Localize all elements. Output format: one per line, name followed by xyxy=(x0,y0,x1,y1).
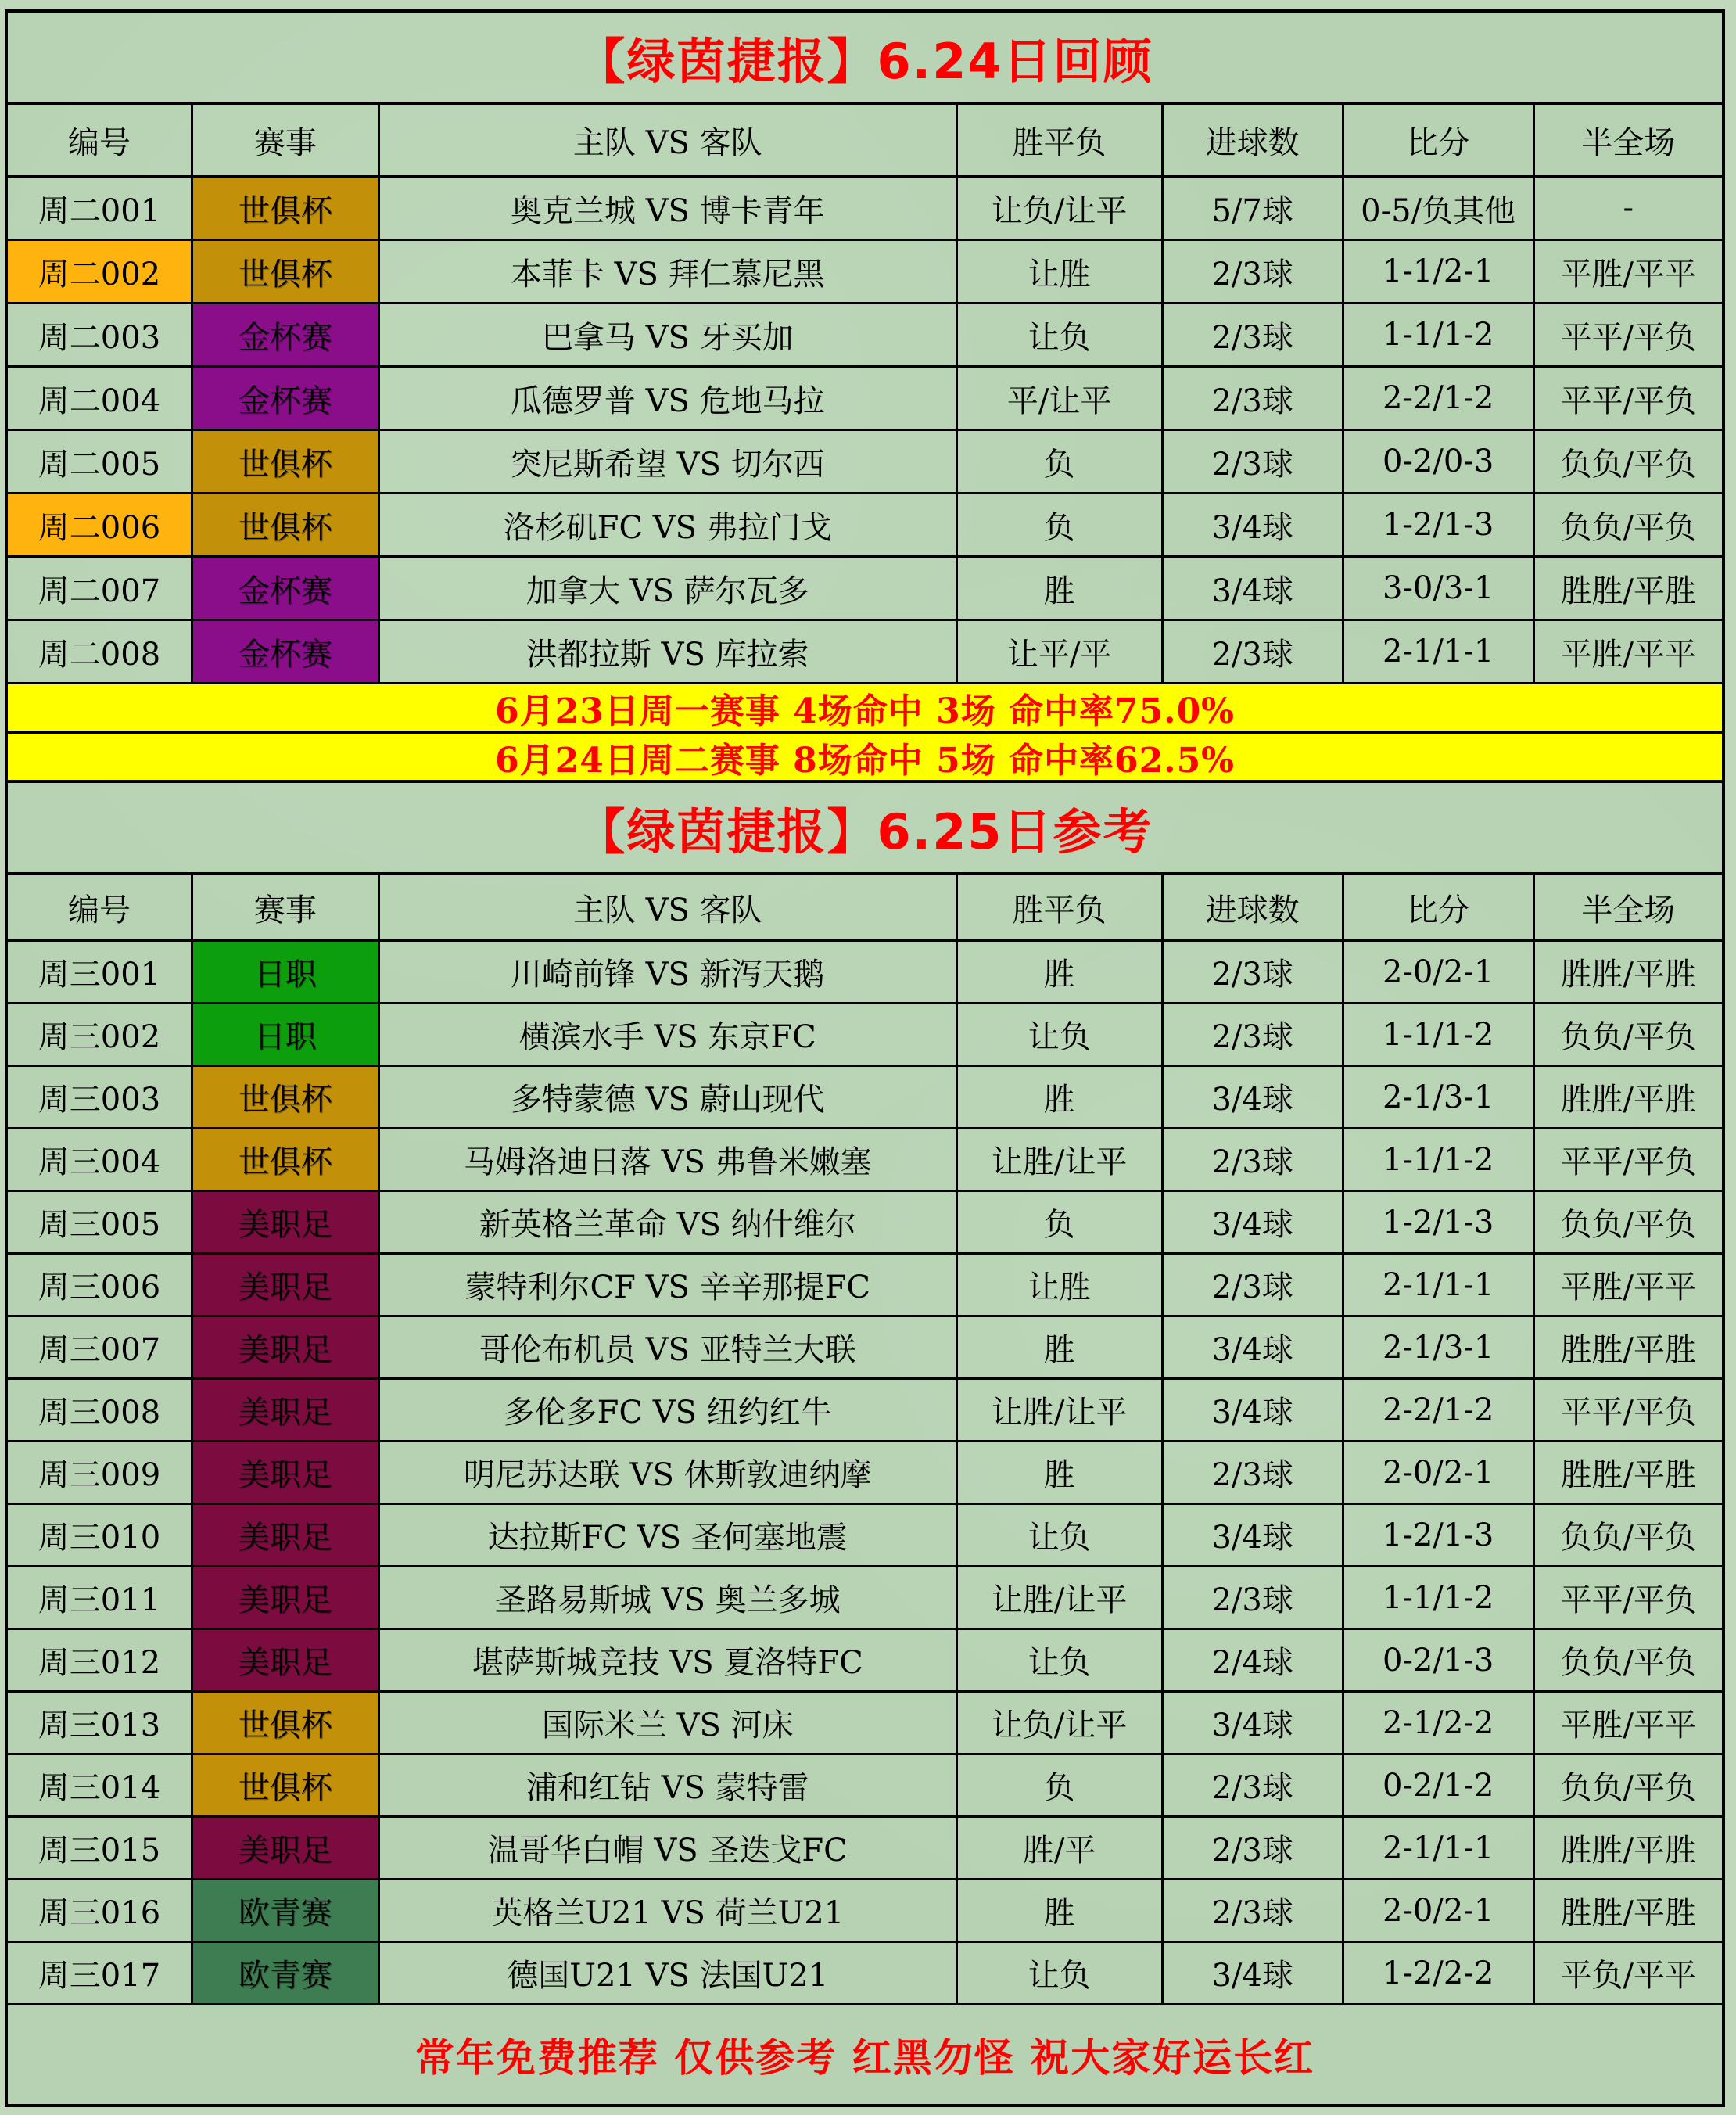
goals-prediction-cell: 2/3球 xyxy=(1164,621,1344,682)
league-cell: 世俱杯 xyxy=(193,1693,380,1753)
table-row xyxy=(8,1317,1722,1380)
summary-banner-june23 xyxy=(8,684,1722,734)
match-teams-cell: 明尼苏达联 VS 休斯敦迪纳摩 xyxy=(380,1442,958,1503)
league-cell: 世俱杯 xyxy=(193,1755,380,1815)
goals-prediction-cell: 2/3球 xyxy=(1164,1442,1344,1503)
goals-prediction-cell: 2/3球 xyxy=(1164,1129,1344,1190)
match-teams-cell: 马姆洛迪日落 VS 弗鲁米嫩塞 xyxy=(380,1129,958,1190)
table-row xyxy=(8,494,1722,558)
match-number-cell: 周二003 xyxy=(8,304,193,365)
wdl-prediction-cell: 负 xyxy=(958,431,1164,492)
wdl-prediction-cell: 胜 xyxy=(958,1067,1164,1127)
table-row xyxy=(8,942,1722,1004)
match-teams-cell: 温哥华白帽 VS 圣迭戈FC xyxy=(380,1818,958,1878)
wdl-prediction-cell: 让负 xyxy=(958,1630,1164,1690)
table-row xyxy=(8,1630,1722,1693)
column-header: 主队 VS 客队 xyxy=(380,105,958,175)
score-prediction-cell: 1-1/1-2 xyxy=(1344,1129,1535,1190)
league-cell: 美职足 xyxy=(193,1380,380,1440)
score-prediction-cell: 3-0/3-1 xyxy=(1344,558,1535,619)
match-teams-cell: 英格兰U21 VS 荷兰U21 xyxy=(380,1880,958,1941)
score-prediction-cell: 2-0/2-1 xyxy=(1344,1880,1535,1941)
htft-prediction-cell: 平胜/平平 xyxy=(1560,256,1697,293)
match-number-cell: 周三014 xyxy=(8,1755,193,1815)
wdl-prediction-cell: 胜 xyxy=(958,1880,1164,1941)
wdl-prediction-cell: 胜 xyxy=(958,1442,1164,1503)
column-header: 比分 xyxy=(1344,105,1535,175)
match-teams-cell: 洪都拉斯 VS 库拉索 xyxy=(380,621,958,682)
table-row xyxy=(8,1755,1722,1818)
table-row xyxy=(8,1004,1722,1067)
score-prediction-cell: 2-1/1-1 xyxy=(1344,1818,1535,1878)
match-number-cell: 周二002 xyxy=(8,241,193,302)
goals-prediction-cell: 2/3球 xyxy=(1164,1004,1344,1065)
table-row xyxy=(8,1880,1722,1943)
match-teams-cell: 浦和红钻 VS 蒙特雷 xyxy=(380,1755,958,1815)
score-prediction-cell: 2-1/2-2 xyxy=(1344,1693,1535,1753)
wdl-prediction-cell: 胜 xyxy=(958,1317,1164,1377)
match-number-cell: 周三011 xyxy=(8,1567,193,1628)
wdl-prediction-cell: 负 xyxy=(958,1755,1164,1815)
goals-prediction-cell: 2/3球 xyxy=(1164,942,1344,1002)
wdl-prediction-cell: 让胜 xyxy=(958,241,1164,302)
score-prediction-cell: 1-2/1-3 xyxy=(1344,1192,1535,1252)
table-row xyxy=(8,1818,1722,1880)
goals-prediction-cell: 2/3球 xyxy=(1164,304,1344,365)
htft-prediction-cell: 胜胜/平胜 xyxy=(1560,1833,1697,1869)
match-teams-cell: 国际米兰 VS 河床 xyxy=(380,1693,958,1753)
league-cell: 世俱杯 xyxy=(193,431,380,492)
htft-prediction-cell: 平胜/平平 xyxy=(1560,1707,1697,1743)
goals-prediction-cell: 3/4球 xyxy=(1164,1380,1344,1440)
league-cell: 美职足 xyxy=(193,1630,380,1690)
match-teams-cell: 横滨水手 VS 东京FC xyxy=(380,1004,958,1065)
goals-prediction-cell: 3/4球 xyxy=(1164,1067,1344,1127)
htft-prediction-cell: 胜胜/平胜 xyxy=(1560,1082,1697,1118)
table-row xyxy=(8,558,1722,621)
score-prediction-cell: 1-2/2-2 xyxy=(1344,1943,1535,2003)
table-row xyxy=(8,1943,1722,2005)
wdl-prediction-cell: 让负 xyxy=(958,1004,1164,1065)
column-header: 进球数 xyxy=(1164,105,1344,175)
htft-prediction-cell: 胜胜/平胜 xyxy=(1560,1332,1697,1368)
match-number-cell: 周三001 xyxy=(8,942,193,1002)
league-cell: 日职 xyxy=(193,1004,380,1065)
score-prediction-cell: 1-2/1-3 xyxy=(1344,1505,1535,1565)
wdl-prediction-cell: 让胜/让平 xyxy=(958,1380,1164,1440)
forecast-table xyxy=(8,942,1722,2005)
goals-prediction-cell: 3/4球 xyxy=(1164,494,1344,555)
htft-prediction-cell: 负负/平负 xyxy=(1560,1520,1697,1556)
summary-text-june24: 6月24日周二赛事 8场命中 5场 命中率62.5% xyxy=(494,740,1235,781)
htft-prediction-cell: 平平/平负 xyxy=(1560,1582,1697,1618)
wdl-prediction-cell: 让负 xyxy=(958,1505,1164,1565)
league-cell: 欧青赛 xyxy=(193,1943,380,2003)
match-teams-cell: 本菲卡 VS 拜仁慕尼黑 xyxy=(380,241,958,302)
match-number-cell: 周三013 xyxy=(8,1693,193,1753)
goals-prediction-cell: 3/4球 xyxy=(1164,558,1344,619)
match-teams-cell: 达拉斯FC VS 圣何塞地震 xyxy=(380,1505,958,1565)
score-prediction-cell: 2-1/3-1 xyxy=(1344,1317,1535,1377)
match-teams-cell: 加拿大 VS 萨尔瓦多 xyxy=(380,558,958,619)
league-cell: 金杯赛 xyxy=(193,621,380,682)
match-teams-cell: 洛杉矶FC VS 弗拉门戈 xyxy=(380,494,958,555)
wdl-prediction-cell: 胜/平 xyxy=(958,1818,1164,1878)
report-sheet xyxy=(5,9,1725,2107)
match-number-cell: 周三007 xyxy=(8,1317,193,1377)
table-row xyxy=(8,1129,1722,1192)
league-cell: 美职足 xyxy=(193,1442,380,1503)
wdl-prediction-cell: 让胜/让平 xyxy=(958,1129,1164,1190)
score-prediction-cell: 2-2/1-2 xyxy=(1344,1380,1535,1440)
wdl-prediction-cell: 让平/平 xyxy=(958,621,1164,682)
match-teams-cell: 多特蒙德 VS 蔚山现代 xyxy=(380,1067,958,1127)
match-number-cell: 周三012 xyxy=(8,1630,193,1690)
match-teams-cell: 圣路易斯城 VS 奥兰多城 xyxy=(380,1567,958,1628)
wdl-prediction-cell: 让胜 xyxy=(958,1255,1164,1315)
column-header: 胜平负 xyxy=(958,875,1164,939)
score-prediction-cell: 2-2/1-2 xyxy=(1344,368,1535,429)
match-number-cell: 周三017 xyxy=(8,1943,193,2003)
goals-prediction-cell: 3/4球 xyxy=(1164,1693,1344,1753)
match-teams-cell: 新英格兰革命 VS 纳什维尔 xyxy=(380,1192,958,1252)
match-number-cell: 周三008 xyxy=(8,1380,193,1440)
table-row xyxy=(8,1567,1722,1630)
league-cell: 美职足 xyxy=(193,1255,380,1315)
htft-prediction-cell: 平平/平负 xyxy=(1560,1395,1697,1431)
table-row xyxy=(8,368,1722,431)
htft-prediction-cell: 胜胜/平胜 xyxy=(1560,1895,1697,1931)
htft-prediction-cell: 胜胜/平胜 xyxy=(1560,957,1697,993)
score-prediction-cell: 2-1/1-1 xyxy=(1344,1255,1535,1315)
table-row xyxy=(8,1255,1722,1317)
column-header: 半全场 xyxy=(1581,124,1676,161)
wdl-prediction-cell: 负 xyxy=(958,494,1164,555)
match-teams-cell: 哥伦布机员 VS 亚特兰大联 xyxy=(380,1317,958,1377)
league-cell: 欧青赛 xyxy=(193,1880,380,1941)
table-row xyxy=(8,1693,1722,1755)
match-teams-cell: 多伦多FC VS 纽约红牛 xyxy=(380,1380,958,1440)
wdl-prediction-cell: 让胜/让平 xyxy=(958,1567,1164,1628)
match-number-cell: 周二004 xyxy=(8,368,193,429)
match-teams-cell: 堪萨斯城竞技 VS 夏洛特FC xyxy=(380,1630,958,1690)
league-cell: 美职足 xyxy=(193,1317,380,1377)
score-prediction-cell: 1-1/2-1 xyxy=(1344,241,1535,302)
match-number-cell: 周三015 xyxy=(8,1818,193,1878)
htft-prediction-cell: 负负/平负 xyxy=(1560,1645,1697,1681)
htft-prediction-cell: 平平/平负 xyxy=(1560,382,1697,419)
htft-prediction-cell: 平平/平负 xyxy=(1560,319,1697,356)
league-cell: 美职足 xyxy=(193,1192,380,1252)
match-number-cell: 周三006 xyxy=(8,1255,193,1315)
table-row xyxy=(8,621,1722,684)
match-number-cell: 周三016 xyxy=(8,1880,193,1941)
table-row xyxy=(8,304,1722,368)
match-number-cell: 周三010 xyxy=(8,1505,193,1565)
footer-disclaimer: 常年免费推荐 仅供参考 红黑勿怪 祝大家好运长红 xyxy=(414,2035,1315,2081)
column-header: 胜平负 xyxy=(958,105,1164,175)
league-cell: 世俱杯 xyxy=(193,494,380,555)
table-row xyxy=(8,431,1722,494)
table-row xyxy=(8,178,1722,241)
table-row xyxy=(8,1380,1722,1442)
league-cell: 世俱杯 xyxy=(193,178,380,239)
wdl-prediction-cell: 让负/让平 xyxy=(958,1693,1164,1753)
match-number-cell: 周二008 xyxy=(8,621,193,682)
htft-prediction-cell: 平胜/平平 xyxy=(1560,1269,1697,1305)
forecast-table-header xyxy=(8,875,1722,942)
htft-prediction-cell: 胜胜/平胜 xyxy=(1560,573,1697,609)
htft-prediction-cell: 负负/平负 xyxy=(1560,446,1697,483)
score-prediction-cell: 0-5/负其他 xyxy=(1344,178,1535,239)
goals-prediction-cell: 2/3球 xyxy=(1164,1567,1344,1628)
table-row xyxy=(8,1505,1722,1567)
htft-prediction-cell: 平胜/平平 xyxy=(1560,636,1697,673)
htft-prediction-cell: 负负/平负 xyxy=(1560,1019,1697,1055)
column-header: 比分 xyxy=(1344,875,1535,939)
match-number-cell: 周三009 xyxy=(8,1442,193,1503)
column-header: 半全场 xyxy=(1581,892,1676,928)
league-cell: 美职足 xyxy=(193,1818,380,1878)
wdl-prediction-cell: 让负 xyxy=(958,304,1164,365)
match-number-cell: 周三002 xyxy=(8,1004,193,1065)
score-prediction-cell: 0-2/1-3 xyxy=(1344,1630,1535,1690)
goals-prediction-cell: 3/4球 xyxy=(1164,1505,1344,1565)
htft-prediction-cell: 胜胜/平胜 xyxy=(1560,1457,1697,1493)
score-prediction-cell: 1-1/1-2 xyxy=(1344,1567,1535,1628)
htft-prediction-cell: 负负/平负 xyxy=(1560,1770,1697,1806)
league-cell: 世俱杯 xyxy=(193,1067,380,1127)
goals-prediction-cell: 2/3球 xyxy=(1164,1755,1344,1815)
page-title-forecast: 【绿茵捷报】6.25日参考 xyxy=(576,803,1153,860)
review-table xyxy=(8,178,1722,684)
table-row xyxy=(8,1192,1722,1255)
wdl-prediction-cell: 让负/让平 xyxy=(958,178,1164,239)
review-table-header xyxy=(8,105,1722,178)
wdl-prediction-cell: 负 xyxy=(958,1192,1164,1252)
summary-banner-june24 xyxy=(8,734,1722,783)
goals-prediction-cell: 3/4球 xyxy=(1164,1192,1344,1252)
summary-text-june23: 6月23日周一赛事 4场命中 3场 命中率75.0% xyxy=(494,691,1235,731)
match-teams-cell: 瓜德罗普 VS 危地马拉 xyxy=(380,368,958,429)
page-title-review: 【绿茵捷报】6.24日回顾 xyxy=(576,32,1153,90)
league-cell: 美职足 xyxy=(193,1505,380,1565)
goals-prediction-cell: 2/3球 xyxy=(1164,1818,1344,1878)
match-number-cell: 周二007 xyxy=(8,558,193,619)
footer-band xyxy=(8,2005,1722,2104)
match-number-cell: 周二005 xyxy=(8,431,193,492)
wdl-prediction-cell: 胜 xyxy=(958,942,1164,1002)
htft-prediction-cell: 负负/平负 xyxy=(1560,1207,1697,1243)
htft-prediction-cell: 平平/平负 xyxy=(1560,1144,1697,1180)
table-row xyxy=(8,241,1722,304)
match-teams-cell: 巴拿马 VS 牙买加 xyxy=(380,304,958,365)
match-number-cell: 周二001 xyxy=(8,178,193,239)
match-number-cell: 周三005 xyxy=(8,1192,193,1252)
league-cell: 世俱杯 xyxy=(193,1129,380,1190)
column-header: 赛事 xyxy=(193,875,380,939)
match-teams-cell: 川崎前锋 VS 新泻天鹅 xyxy=(380,942,958,1002)
score-prediction-cell: 2-1/1-1 xyxy=(1344,621,1535,682)
league-cell: 金杯赛 xyxy=(193,304,380,365)
column-header: 编号 xyxy=(8,105,193,175)
goals-prediction-cell: 2/3球 xyxy=(1164,1255,1344,1315)
match-number-cell: 周二006 xyxy=(8,494,193,555)
goals-prediction-cell: 2/3球 xyxy=(1164,368,1344,429)
score-prediction-cell: 0-2/0-3 xyxy=(1344,431,1535,492)
column-header: 进球数 xyxy=(1164,875,1344,939)
match-teams-cell: 德国U21 VS 法国U21 xyxy=(380,1943,958,2003)
match-teams-cell: 蒙特利尔CF VS 辛辛那提FC xyxy=(380,1255,958,1315)
forecast-title-band xyxy=(8,783,1722,875)
htft-prediction-cell: 平负/平平 xyxy=(1560,1958,1697,1994)
league-cell: 金杯赛 xyxy=(193,558,380,619)
htft-prediction-cell: 负负/平负 xyxy=(1560,509,1697,546)
match-number-cell: 周三003 xyxy=(8,1067,193,1127)
wdl-prediction-cell: 胜 xyxy=(958,558,1164,619)
league-cell: 日职 xyxy=(193,942,380,1002)
goals-prediction-cell: 3/4球 xyxy=(1164,1943,1344,2003)
goals-prediction-cell: 2/4球 xyxy=(1164,1630,1344,1690)
htft-prediction-cell: - xyxy=(1623,190,1634,226)
score-prediction-cell: 1-2/1-3 xyxy=(1344,494,1535,555)
goals-prediction-cell: 2/3球 xyxy=(1164,431,1344,492)
match-teams-cell: 突尼斯希望 VS 切尔西 xyxy=(380,431,958,492)
goals-prediction-cell: 3/4球 xyxy=(1164,1317,1344,1377)
match-number-cell: 周三004 xyxy=(8,1129,193,1190)
goals-prediction-cell: 2/3球 xyxy=(1164,1880,1344,1941)
score-prediction-cell: 1-1/1-2 xyxy=(1344,304,1535,365)
score-prediction-cell: 1-1/1-2 xyxy=(1344,1004,1535,1065)
table-row xyxy=(8,1442,1722,1505)
goals-prediction-cell: 5/7球 xyxy=(1164,178,1344,239)
column-header: 赛事 xyxy=(193,105,380,175)
wdl-prediction-cell: 让负 xyxy=(958,1943,1164,2003)
score-prediction-cell: 2-0/2-1 xyxy=(1344,942,1535,1002)
column-header: 编号 xyxy=(8,875,193,939)
score-prediction-cell: 0-2/1-2 xyxy=(1344,1755,1535,1815)
league-cell: 世俱杯 xyxy=(193,241,380,302)
league-cell: 金杯赛 xyxy=(193,368,380,429)
league-cell: 美职足 xyxy=(193,1567,380,1628)
score-prediction-cell: 2-0/2-1 xyxy=(1344,1442,1535,1503)
table-row xyxy=(8,1067,1722,1129)
wdl-prediction-cell: 平/让平 xyxy=(958,368,1164,429)
column-header: 主队 VS 客队 xyxy=(380,875,958,939)
goals-prediction-cell: 2/3球 xyxy=(1164,241,1344,302)
score-prediction-cell: 2-1/3-1 xyxy=(1344,1067,1535,1127)
review-title-band xyxy=(8,13,1722,105)
match-teams-cell: 奥克兰城 VS 博卡青年 xyxy=(380,178,958,239)
